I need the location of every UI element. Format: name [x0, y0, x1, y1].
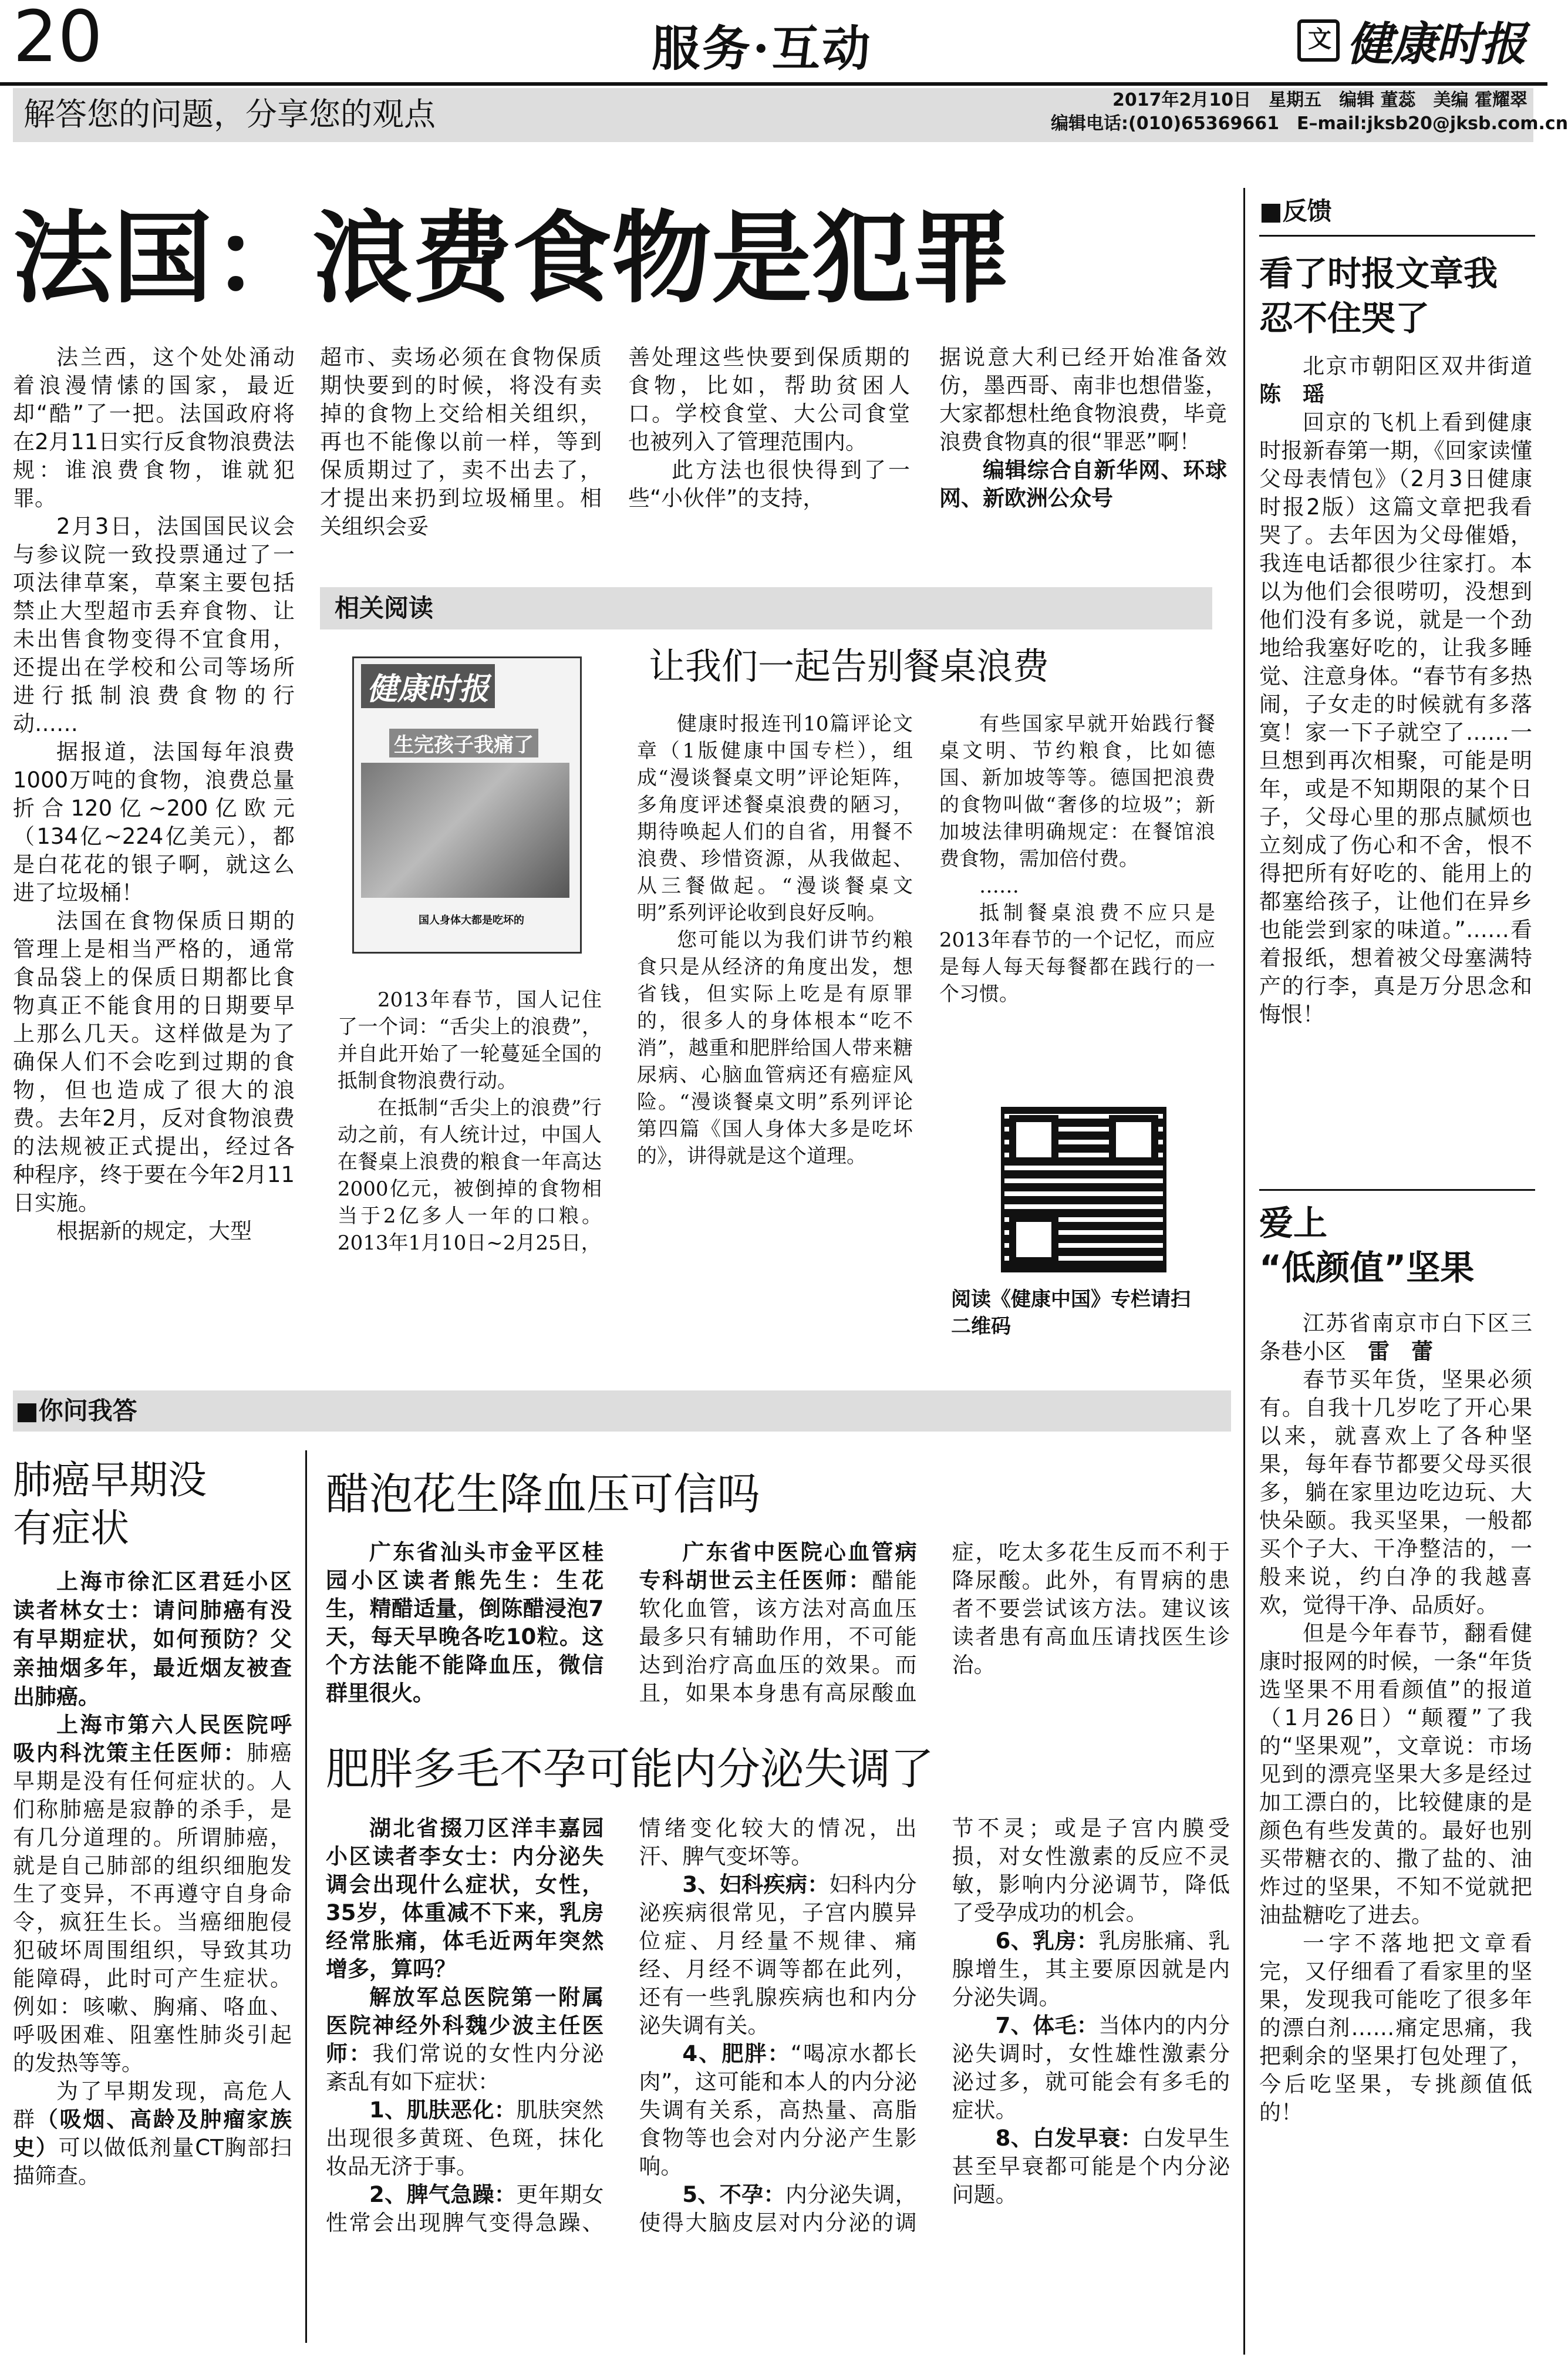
endo-item: 8、白发早衰：白发早生甚至早衰都可能是个内分泌问题。 [952, 2126, 1230, 2207]
related-paragraph: 有些国家早就开始践行餐桌文明、节约粮食，比如德国、新加坡等等。德国把浪费的食物叫做“奢侈的垃圾”；新加坡法律明确规定：在餐馆浪费食物，需加倍付费。 [939, 712, 1215, 871]
lead-column-4 [939, 344, 1227, 513]
endo-item: 1、肌肤恶化：肌肤突然出现很多黄斑、色斑，抹化妆品无济于事。 [326, 2097, 604, 2179]
lead-paragraph: 法兰西，这个处处涌动着浪漫情愫的国家，最近却“酷”了一把。法国政府将在2月11日实行反食物浪费法规：谁浪费食物，谁就犯罪。 [13, 345, 295, 511]
logo-text: 健康时报 [1347, 18, 1526, 71]
section-title: 服务·互动 [652, 21, 873, 77]
related-paragraph: 在抵制“舌尖上的浪费”行动之前，有人统计过，中国人在餐桌上浪费的粮食一年高达2000亿元，被倒掉的食物相当于2亿多人一年的口粮。2013年1月10日~2月25日， [338, 1096, 602, 1255]
peanut-headline: 醋泡花生降血压可信吗 [326, 1469, 760, 1520]
letter2-body: 一字不落地把文章看完，又仔细看了看家里的坚果，发现我可能吃了很多年的漂白剂……痛定思痛，我把剩余的坚果打包处理了，今后吃坚果，专挑颜值低的！ [1259, 1931, 1532, 2125]
lead-paragraph: 善处理这些快要到保质期的食物，比如，帮助贫困人口。学校食堂、大公司食堂也被列入了管理范围内。 [628, 345, 910, 454]
masthead-logo [1297, 14, 1526, 71]
peanut-article [326, 1538, 1230, 1732]
qa-label: ■你问我答 [15, 1396, 137, 1425]
lead-column-2 [320, 344, 602, 541]
masthead-rule [0, 82, 1547, 86]
qr-code-icon[interactable] [1001, 1107, 1166, 1272]
related-column-3 [939, 710, 1215, 1008]
endo-item: 5、不孕：内分泌失调，使得大脑皮层对内分泌的调节不灵；或是子宫内膜受损，对女性激素的反应不灵敏，影响内分泌调节，降低了受孕成功的机会。 [639, 1816, 1230, 2235]
endo-question: 湖北省掇刀区洋丰嘉园小区读者李女士：内分泌失调会出现什么症状，女性，35岁，体重减不下来，乳房经常胀痛，体毛近两年突然增多，算吗？ [326, 1816, 604, 1982]
masthead-dateline: 2017年2月10日 星期五 编辑 董蕊 美编 霍耀翠 [1112, 90, 1527, 110]
lead-column-3 [628, 344, 910, 513]
masthead-slogan: 解答您的问题，分享您的观点 [23, 96, 436, 133]
lead-credit: 编辑综合自新华网、环球网、新欧洲公众号 [939, 457, 1227, 511]
letter1-body: 回京的飞机上看到健康时报新春第一期，《回家读懂父母表情包》（2月3日健康时报2版）这篇文章把我看哭了。去年因为父母催婚，我连电话都很少往家打。本以为他们会很唠叨，没想到他们没有多说，就是一个劲地给我塞好吃的，让我多睡觉、注意身体。“春节有多热闹，子女走的时候就有多落寞！家一下子就空了……一旦想到再次相聚，可能是明年，或是不知期限的某个日子，父母心里的那点腻烦也立刻成了伤心和不舍，恨不得把所有好吃的、能用上的都塞给孩子，让他们在异乡也能尝到家的味道。”……看着报纸，想着被父母塞满特产的行李，真是万分思念和悔恨！ [1259, 410, 1532, 1027]
endo-headline: 肥胖多毛不孕可能内分泌失调了 [326, 1744, 934, 1794]
thumbnail-subhead: 国人身体大都是吃坏的 [419, 914, 524, 927]
related-paragraph: 2013年春节，国人记住了一个词：“舌尖上的浪费”，并自此开始了一轮蔓延全国的抵制食物浪费行动。 [338, 988, 602, 1093]
peanut-answer: 广东省中医院心血管病专科胡世云主任医师：醋能软化血管，该方法对高血压最多只有辅助作用，不可能达到治疗高血压的效果。而且，如果本身患有高尿酸血症，吃太多花生反而不利于降尿酸。此外，有胃病的患者不要尝试该方法。建议该读者患有高血压请找医生诊治。 [639, 1540, 1230, 1706]
thumbnail-headline: 生完孩子我痛了 [389, 729, 538, 757]
letter1-byline: 北京市朝阳区双井街道 陈 瑶 [1259, 353, 1554, 407]
lung-question: 上海市徐汇区君廷小区读者林女士：请问肺癌有没有早期症状，如何预防？父亲抽烟多年，最近烟友被查出肺癌。 [13, 1569, 292, 1709]
lead-paragraph: 此方法也很快得到了一些“小伙伴”的支持， [628, 457, 910, 511]
lung-article [13, 1568, 292, 2190]
page-number: 20 [13, 0, 103, 78]
related-headline: 让我们一起告别餐桌浪费 [649, 645, 1050, 688]
endo-item: 2、脾气急躁：更年期女性常会出现脾气变得急躁、情绪变化较大的情况，出汗、脾气变坏等。 [326, 1816, 917, 2235]
endo-article [326, 1814, 1230, 2343]
peanut-question: 广东省汕头市金平区桂园小区读者熊先生：生花生，精醋适量，倒陈醋浸泡7天，每天早晚各吃10粒。这个方法能不能降血压，微信群里很火。 [326, 1540, 604, 1706]
lead-paragraph: 根据新的规定，大型 [56, 1218, 252, 1244]
related-column-1 [338, 986, 602, 1257]
endo-item: 4、肥胖：“喝凉水都长肉”，这可能和本人的内分泌失调有关系，高热量、高脂食物等也会对内分泌产生影响。 [639, 2041, 917, 2179]
related-paragraph: 健康时报连刊10篇评论文章（1版健康中国专栏），组成“漫谈餐桌文明”评论矩阵，多角度评述餐桌浪费的陋习，期待唤起人们的自省，用餐不浪费、珍惜资源，从我做起、从三餐做起。“漫谈餐桌文明”系列评论收到良好反响。 [637, 712, 913, 925]
lung-answer: 上海市第六人民医院呼吸内科沈策主任医师：肺癌早期是没有任何症状的。人们称肺癌是寂静的杀手，是有几分道理的。所谓肺癌，就是自己肺部的组织细胞发生了变异，不再遵守自身命令，疯狂生长。当癌细胞侵犯破坏周围组织，导致其功能障碍，此时可产生症状。例如：咳嗽、胸痛、咯血、呼吸困难、阻塞性肺炎引起的发热等等。 [13, 1712, 292, 2076]
letter2-body: 但是今年春节，翻看健康时报网的时候，一条“年货选坚果不用看颜值”的报道（1月26日）“颠覆”了我的“坚果观”，文章说：市场见到的漂亮坚果大多是经过加工漂白的，比较健康的是颜色有些发黄的。最好也别买带糖衣的、撒了盐的、油炸过的坚果，不知不觉就把油盐糖吃了进去。 [1259, 1621, 1532, 1928]
letter2-article [1259, 1309, 1532, 2127]
related-label-bar [320, 587, 1212, 629]
lead-paragraph: 法国在食物保质日期的管理上是相当严格的，通常食品袋上的保质日期都比食物真正不能食用的日期要早上那么几天。这样做是为了确保人们不会吃到过期的食物，但也造成了很大的浪费。去年2月，反对食物浪费的法规被正式提出，经过各种程序，终于要在今年2月11日实施。 [13, 908, 295, 1215]
related-paragraph: 您可能以为我们讲节约粮食只是从经济的角度出发，想省钱，但实际上吃是有原罪的，很多人的身体根本“吃不消”，越重和肥胖给国人带来糖尿病、心脑血管病还有癌症风险。“漫谈餐桌文明”系列评论第四篇《国人身体大多是吃坏的》，讲得就是这个道理。 [637, 928, 913, 1168]
lead-headline: 法国：浪费食物是犯罪 [13, 200, 1011, 317]
letter2-headline-line2: “低颜值”坚果 [1259, 1248, 1475, 1288]
masthead-contact: 编辑电话:(010)65369661 E–mail:jksb20@jksb.com.cn [1051, 113, 1568, 134]
qr-caption: 阅读《健康中国》专栏请扫二维码 [951, 1288, 1191, 1338]
lead-paragraph: 2月3日，法国国民议会与参议院一致投票通过了一项法律草案，草案主要包括禁止大型超市丢弃食物、让未出售食物变得不宜食用，还提出在学校和公司等场所进行抵制浪费食物的行动…… [13, 514, 295, 736]
endo-item: 3、妇科疾病：妇科内分泌疾病很常见，子宫内膜异位症、月经量不规律、痛经、月经不调等都在此列，还有一些乳腺疾病也和内分泌失调有关。 [639, 1872, 917, 2038]
thumbnail-logo: 健康时报 [361, 664, 495, 708]
letter2-headline [1259, 1201, 1529, 1290]
newspaper-thumbnail [352, 656, 582, 954]
endo-item: 6、乳房：乳房胀痛、乳腺增生，其主要原因就是内分泌失调。 [952, 1928, 1230, 2010]
qa-label-bar [13, 1390, 1231, 1432]
thumbnail-photo [361, 763, 569, 898]
endo-answer: 解放军总医院第一附属医院神经外科魏少波主任医师：我们常说的女性内分泌紊乱有如下症状： [326, 1985, 604, 2094]
lung-answer-2: 为了早期发现，高危人群（吸烟、高龄及肿瘤家族史）可以做低剂量CT胸部扫描筛查。 [13, 2079, 292, 2188]
related-paragraph: 抵制餐桌浪费不应只是2013年春节的一个记忆，而应是每人每天每餐都在践行的一个习惯。 [939, 901, 1215, 1006]
related-paragraph: …… [979, 874, 1019, 898]
lead-paragraph: 据说意大利已经开始准备效仿，墨西哥、南非也想借鉴，大家都想杜绝食物浪费，毕竟浪费食物真的很“罪恶”啊！ [939, 345, 1227, 454]
lead-paragraph: 据报道，法国每年浪费1000万吨的食物，浪费总量折合120亿~200亿欧元（134亿~224亿美元），都是白花花的银子啊，就这么进了垃圾桶！ [13, 739, 295, 905]
qa-divider [305, 1450, 307, 2343]
letter2-body: 春节买年货，坚果必须有。自我十几岁吃了开心果以来，就喜欢上了各种坚果，每年春节都要父母买很多，躺在家里边吃边玩、大快朵颐。我买坚果，一般都买个子大、干净整洁的，一般来说，约白净的我越喜欢，觉得干净、品质好。 [1259, 1367, 1532, 1618]
letter1-article [1259, 352, 1554, 1029]
related-label: 相关阅读 [335, 594, 434, 622]
letter2-byline: 江苏省南京市白下区三条巷小区 雷 蕾 [1259, 1311, 1532, 1364]
logo-emblem-icon: 文 [1297, 19, 1340, 62]
lead-column-1 [13, 344, 295, 1245]
main-divider [1243, 188, 1245, 2355]
feedback-label: ■反馈 [1259, 197, 1332, 225]
feedback-rule [1259, 235, 1535, 237]
letter2-headline-line1: 爱上 [1259, 1203, 1328, 1243]
letter1-headline: 看了时报文章我忍不住哭了 [1259, 254, 1498, 338]
feedback-divider [1259, 1189, 1535, 1191]
lead-paragraph: 超市、卖场必须在食物保质期快要到的时候，将没有卖掉的食物上交给相关组织，再也不能像以前一样，等到保质期过了，卖不出去了，才提出来扔到垃圾桶里。相关组织会妥 [320, 345, 602, 539]
related-column-2 [637, 710, 913, 1170]
endo-item: 7、体毛：当体内的内分泌失调时，女性雄性激素分泌过多，就可能会有多毛的症状。 [952, 2013, 1230, 2123]
lung-headline: 肺癌早期没有症状 [13, 1457, 207, 1551]
